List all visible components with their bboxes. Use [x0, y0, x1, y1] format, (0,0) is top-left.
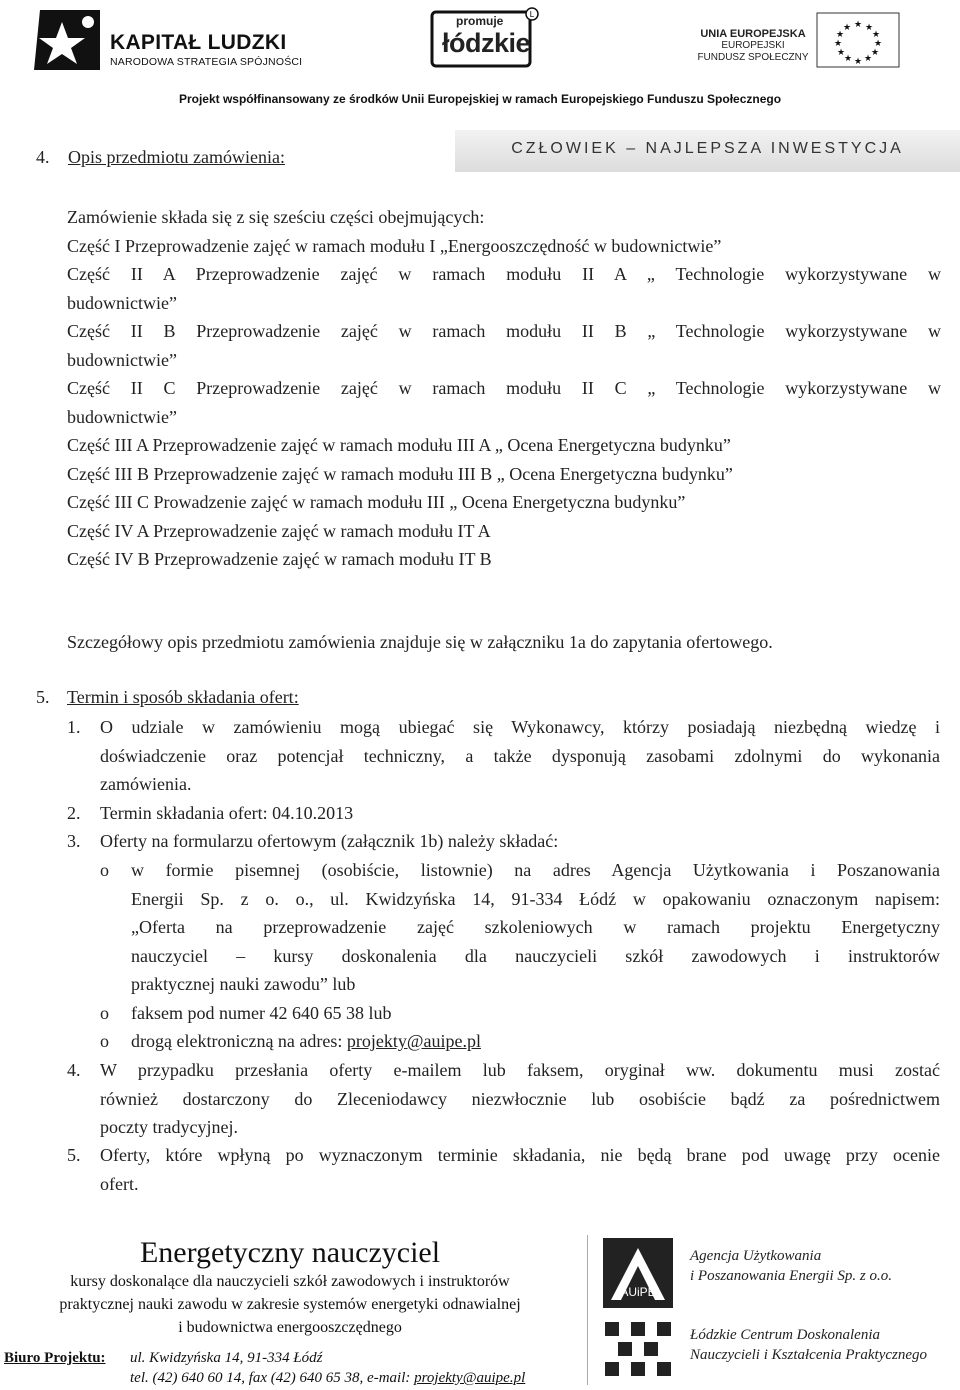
svg-text:★: ★: [833, 39, 843, 49]
svg-text:L: L: [529, 10, 535, 19]
eu-fund-line3: FUNDUSZ SPOŁECZNY: [697, 52, 809, 63]
part-line: Część II C Przeprowadzenie zajęć w ramach modułu II C „ Technologie wykorzystywane w: [67, 378, 941, 398]
sub1-text: [131, 856, 940, 999]
part-line: budownictwie”: [67, 292, 177, 313]
svg-text:AUiPE: AUiPE: [620, 1285, 656, 1299]
cofinance-note: Projekt współfinansowany ze środków Unii Europejskiej w ramach Europejskiego Funduszu Społecznego: [178, 92, 782, 106]
item4-number: 4.: [67, 1060, 81, 1080]
kapital-ludzki-subtitle: NARODOWA STRATEGIA SPÓJNOŚCI: [110, 56, 303, 68]
part-line: Część III A Przeprowadzenie zajęć w ramach modułu III A „ Ocena Energetyczna budynku”: [67, 435, 731, 455]
svg-text:★: ★: [853, 57, 863, 67]
sub1-line: Energii Sp. z o. o., ul. Kwidzyńska 14, 91-334 Łódź w opakowaniu oznaczonym napisem:: [131, 888, 940, 909]
center-name-2: Nauczycieli i Kształcenia Praktycznego: [690, 1347, 928, 1363]
svg-text:★: ★: [853, 20, 863, 30]
footer-project-title: Energetyczny nauczyciel: [139, 1236, 441, 1269]
eu-fund-line2: EUROPEJSKI: [721, 40, 785, 51]
svg-text:★: ★: [873, 39, 883, 49]
item2-number: 2.: [67, 803, 81, 823]
bullet-marker: o: [100, 860, 109, 880]
sub1-line: praktycznej nauki zawodu” lub: [131, 974, 356, 994]
svg-text:★: ★: [835, 30, 845, 40]
svg-text:★: ★: [864, 23, 874, 33]
item4-line: W przypadku przesłania oferty e-mailem lub faksem, oryginał ww. dokumentu musi zostać: [100, 1060, 940, 1080]
section5-number: 5.: [36, 687, 50, 707]
item4-text: [100, 1056, 940, 1142]
svg-text:★: ★: [836, 48, 846, 58]
section4-body: [67, 203, 941, 574]
footer-desc-line: i budownictwa energooszczędnego: [178, 1319, 402, 1336]
kapital-ludzki-text: [110, 31, 302, 68]
eu-fund-text: [694, 28, 812, 64]
agency-name-1: Agencja Użytkowania: [690, 1248, 822, 1264]
section4-detail: Szczegółowy opis przedmiotu zamówienia znajduje się w załączniku 1a do zapytania ofertowego.: [67, 632, 773, 652]
sub3-label: drogą elektroniczną na adres:: [131, 1031, 347, 1051]
kapital-ludzki-star-icon: [22, 8, 102, 72]
part-line: budownictwie”: [67, 406, 177, 427]
part-line: Część III B Przeprowadzenie zajęć w ramach modułu III B „ Ocena Energetyczna budynku”: [67, 463, 733, 484]
footer-email-link[interactable]: projekty@auipe.pl: [414, 1370, 526, 1386]
item5-number: 5.: [67, 1145, 81, 1165]
part-line: Część I Przeprowadzenie zajęć w ramach modułu I „Energooszczędność w budownictwie”: [67, 235, 722, 256]
section4-title: Opis przedmiotu zamówienia:: [68, 147, 285, 167]
item1-line: O udziale w zamówieniu mogą ubiegać się Wykonawcy, którzy posiadają niezbędną wiedzę i: [100, 717, 940, 737]
footer-address: ul. Kwidzyńska 14, 91-334 Łódź: [130, 1350, 323, 1366]
item3-text: Oferty na formularzu ofertowym (załącznik 1b) należy składać:: [100, 831, 559, 851]
center-name-1: Łódzkie Centrum Doskonalenia: [690, 1327, 880, 1343]
part-line: Część II B Przeprowadzenie zajęć w ramach modułu II B „ Technologie wykorzystywane w: [67, 321, 941, 341]
footer-desc-line: praktycznej nauki zawodu w zakresie systemów energetyki odnawialnej: [59, 1296, 521, 1313]
part-line: Część IV A Przeprowadzenie zajęć w ramach modułu IT A: [67, 520, 491, 541]
section4-intro: Zamówienie składa się z się sześciu części obejmujących:: [67, 207, 485, 227]
eu-union-label: UNIA EUROPEJSKA: [700, 28, 806, 40]
promuje-lodzkie-logo: [430, 6, 540, 70]
sub1-line: nauczyciel – kursy doskonalenia dla nauczycieli szkół zawodowych i instruktorów: [131, 945, 940, 966]
item1-line: doświadczenie oraz potencjał techniczny, a także dysponują zasobami zdolnymi do wykonania: [100, 745, 940, 766]
svg-text:★: ★: [871, 30, 881, 40]
svg-text:★: ★: [870, 48, 880, 58]
svg-text:★: ★: [842, 23, 852, 33]
section4-heading: [36, 147, 285, 168]
email-link[interactable]: projekty@auipe.pl: [346, 1031, 481, 1051]
footer-contact-text: tel. (42) 640 60 14, fax (42) 640 65 38, e-mail:: [130, 1370, 415, 1386]
section5-heading: [36, 683, 299, 712]
item4-line: poczty tradycyjnej.: [100, 1117, 238, 1137]
item5-line: Oferty, które wpłyną po wyznaczonym terminie składania, nie będą brane pod uwagę przy ocenie: [100, 1145, 940, 1165]
part-line: Część II A Przeprowadzenie zajęć w ramach modułu II A „ Technologie wykorzystywane w: [67, 264, 941, 284]
promuje-text: promuje: [456, 14, 504, 28]
agency-name-2: i Poszanowania Energii Sp. z o.o.: [690, 1268, 892, 1284]
sub3-text: [131, 1027, 481, 1056]
section5-title: Termin i sposób składania ofert:: [67, 687, 299, 707]
footer-biuro-label: Biuro Projektu:: [4, 1350, 106, 1366]
section4-number: 4.: [36, 147, 50, 167]
footer-divider: [587, 1235, 588, 1385]
kapital-ludzki-title: KAPITAŁ LUDZKI: [110, 31, 287, 54]
slogan-text: CZŁOWIEK – NAJLEPSZA INWESTYCJA: [511, 140, 904, 157]
footer-contact: [130, 1370, 525, 1387]
sub1-line: „Oferta na przeprowadzenie zajęć szkoleniowych w ramach projektu Energetyczny: [131, 917, 940, 937]
lodzkie-text: łódzkie: [442, 28, 531, 58]
item1-number: 1.: [67, 717, 81, 737]
sub2-text: faksem pod numer 42 640 65 38 lub: [131, 1003, 392, 1023]
center-logo-icon: [603, 1318, 673, 1385]
item5-text: [100, 1141, 940, 1198]
bullet-marker: o: [100, 1003, 109, 1023]
item1-text: [100, 713, 940, 799]
agency-logo-icon: [603, 1238, 673, 1313]
svg-text:★: ★: [843, 54, 853, 64]
footer-desc-line: kursy doskonalące dla nauczycieli szkół zawodowych i instruktorów: [70, 1273, 510, 1290]
eu-flag-icon: [816, 12, 900, 68]
item1-line: zamówienia.: [100, 774, 192, 794]
part-line: Część III C Prowadzenie zajęć w ramach modułu III „ Ocena Energetyczna budynku”: [67, 492, 686, 512]
sub1-line: w formie pisemnej (osobiście, listownie) na adres Agencja Użytkowania i Poszanowania: [131, 860, 940, 880]
item4-line: również dostarczony do Zleceniodawcy niezwłocznie lub osobiście bądź za pośrednictwem: [100, 1088, 940, 1109]
slogan-banner: [455, 130, 960, 172]
bullet-marker: o: [100, 1031, 109, 1051]
item5-line: ofert.: [100, 1173, 139, 1194]
part-line: budownictwie”: [67, 349, 177, 370]
item2-text: Termin składania ofert: 04.10.2013: [100, 803, 354, 823]
part-line: Część IV B Przeprowadzenie zajęć w ramach modułu IT B: [67, 549, 492, 569]
svg-text:★: ★: [863, 54, 873, 64]
item3-number: 3.: [67, 831, 81, 851]
